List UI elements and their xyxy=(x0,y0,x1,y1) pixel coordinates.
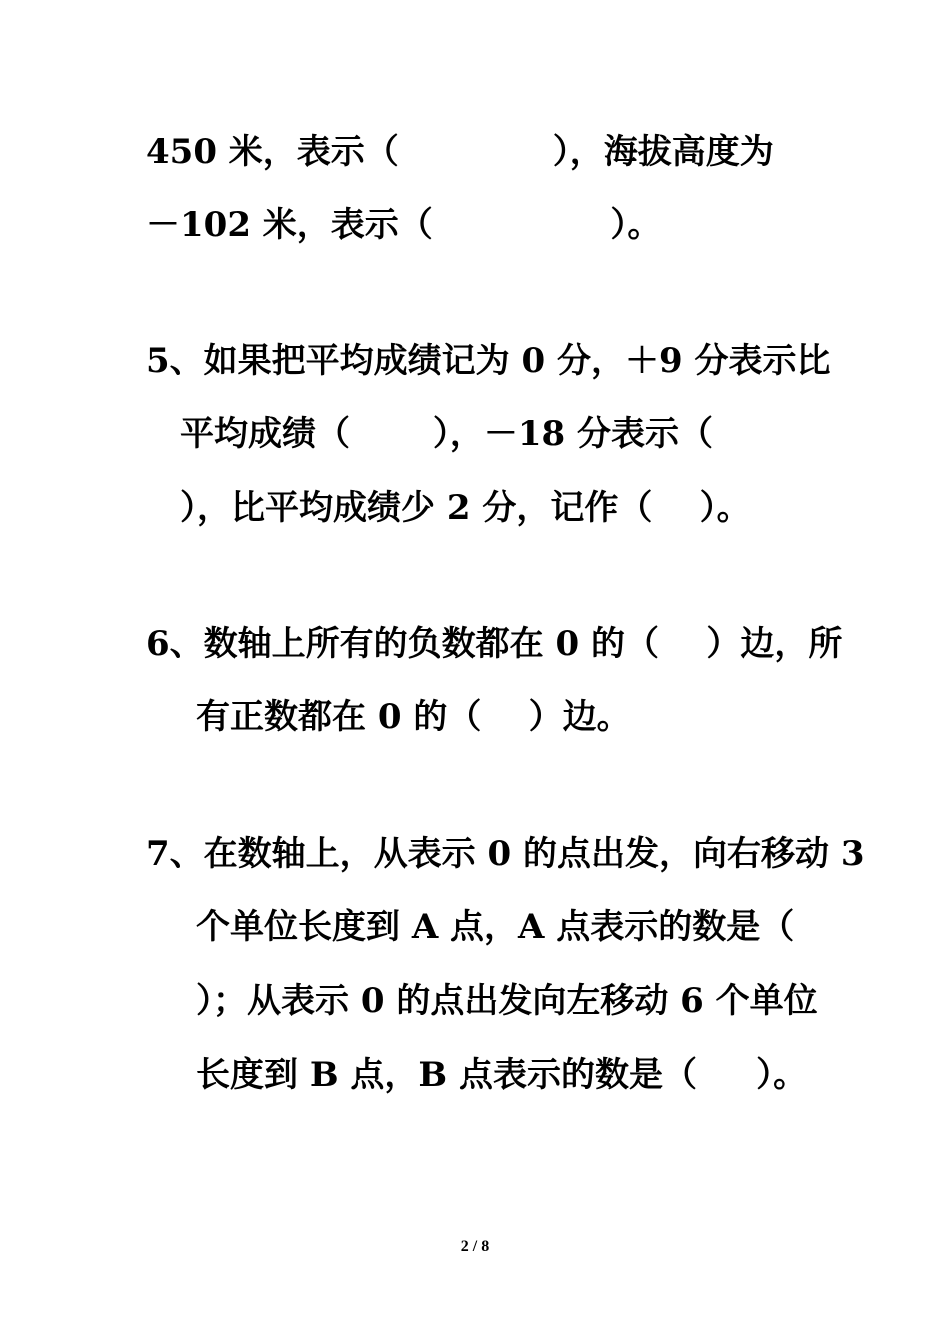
text-line: 长度到 B 点，B 点表示的数是（ ）。 xyxy=(196,1055,808,1095)
text-line: 个单位长度到 A 点，A 点表示的数是（ xyxy=(196,907,795,947)
text-line: 有正数都在 0 的（ ）边。 xyxy=(196,697,631,737)
question-7-line: 7、在数轴上，从表示 0 的点出发，向右移动 3 xyxy=(146,834,865,874)
text-line: －102 米，表示（ ）。 xyxy=(146,205,662,245)
page-number: 2 / 8 xyxy=(460,1238,490,1255)
text-line: 450 米，表示（ ），海拔高度为 xyxy=(146,132,774,172)
text-line: ）；从表示 0 的点出发向左移动 6 个单位 xyxy=(196,981,818,1021)
question-6-line: 6、数轴上所有的负数都在 0 的（ ）边，所 xyxy=(146,624,843,664)
text-line: ），比平均成绩少 2 分，记作（ ）。 xyxy=(180,488,751,528)
text-line: 平均成绩（ ），－18 分表示（ xyxy=(180,414,714,454)
question-5-line: 5、如果把平均成绩记为 0 分，＋9 分表示比 xyxy=(146,341,831,381)
